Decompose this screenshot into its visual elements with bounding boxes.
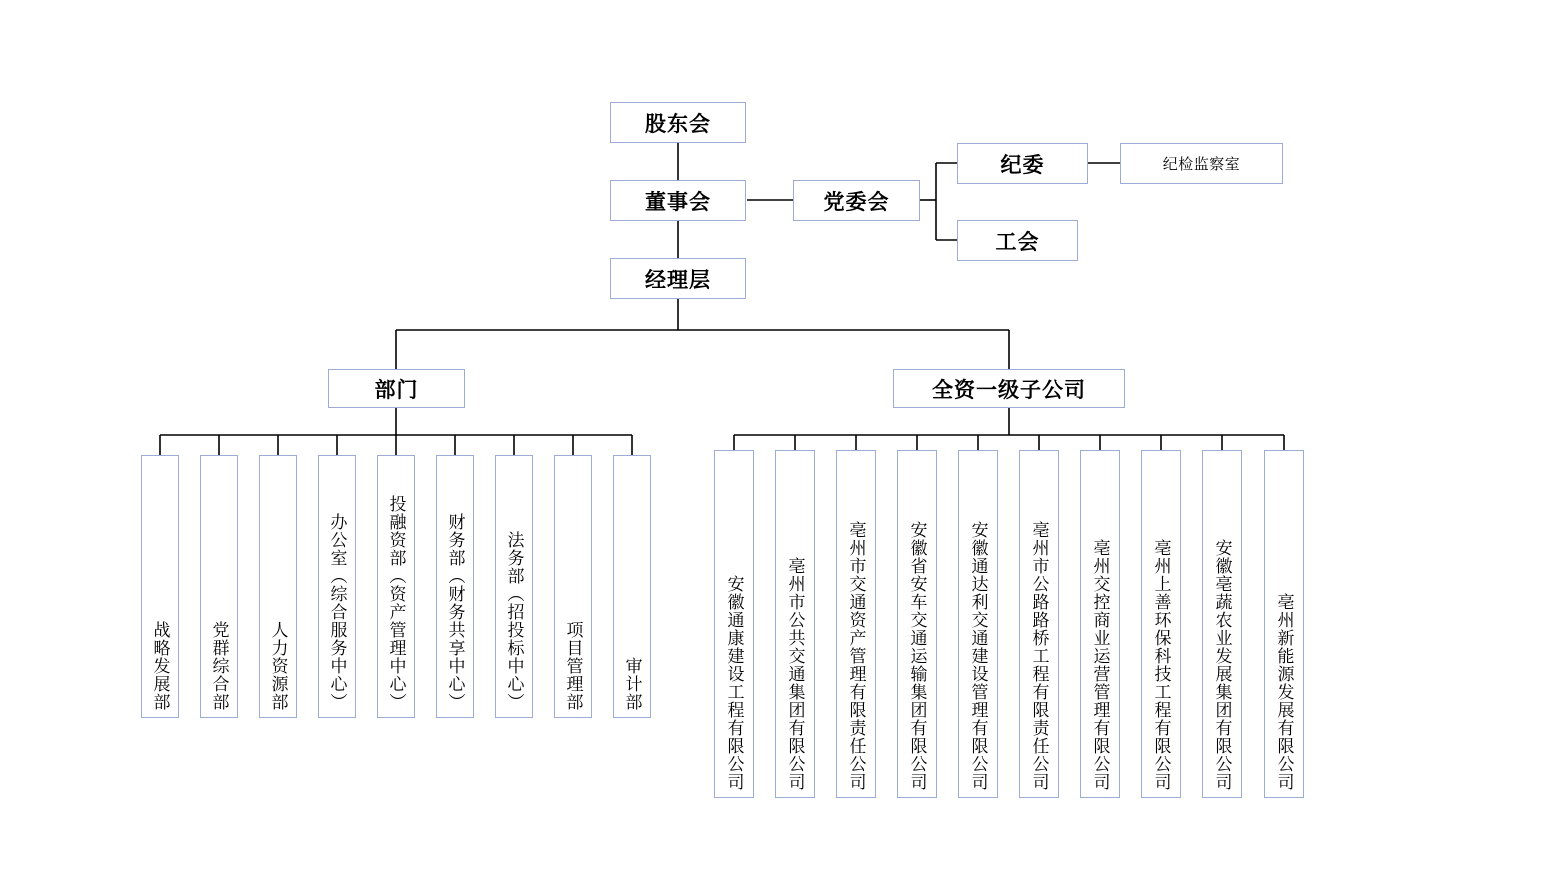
- node-label: 项目管理部: [563, 621, 583, 711]
- node-label: 全资一级子公司: [932, 377, 1086, 402]
- node-label: 经理层: [645, 267, 711, 292]
- node-union[interactable]: [957, 220, 1078, 261]
- node-management[interactable]: [610, 258, 746, 299]
- node-label: 工会: [995, 229, 1040, 254]
- node-subsidiaries-group[interactable]: [893, 369, 1125, 408]
- node-sub-7[interactable]: [1080, 450, 1120, 798]
- node-sub-1[interactable]: [714, 450, 754, 798]
- node-label: 亳州市交通资产管理有限责任公司: [846, 521, 866, 791]
- node-label: 法务部（招投标中心）: [504, 531, 524, 711]
- node-label: 纪检监察室: [1162, 157, 1241, 173]
- node-label: 党委会: [823, 189, 890, 214]
- node-discipline-office[interactable]: [1120, 143, 1283, 184]
- node-sub-10[interactable]: [1264, 450, 1304, 798]
- node-label: 人力资源部: [268, 621, 288, 711]
- node-label: 安徽省安车交通运输集团有限公司: [907, 521, 927, 791]
- node-label: 审计部: [622, 657, 642, 711]
- node-label: 董事会: [645, 189, 711, 214]
- node-label: 安徽通达利交通建设管理有限公司: [968, 521, 988, 791]
- node-dept-2[interactable]: [200, 455, 238, 718]
- node-label: 股东会: [645, 111, 711, 136]
- node-sub-5[interactable]: [958, 450, 998, 798]
- node-board[interactable]: [610, 180, 746, 221]
- node-label: 亳州上善环保科技工程有限公司: [1151, 539, 1171, 791]
- node-sub-6[interactable]: [1019, 450, 1059, 798]
- node-departments-group[interactable]: [328, 369, 465, 408]
- node-label: 亳州交控商业运营管理有限公司: [1090, 539, 1110, 791]
- node-label: 安徽通康建设工程有限公司: [724, 575, 744, 791]
- node-sub-8[interactable]: [1141, 450, 1181, 798]
- node-sub-3[interactable]: [836, 450, 876, 798]
- node-dept-5[interactable]: [377, 455, 415, 718]
- node-dept-9[interactable]: [613, 455, 651, 718]
- node-dept-6[interactable]: [436, 455, 474, 718]
- node-label: 党群综合部: [209, 621, 229, 711]
- node-label: 亳州市公路路桥工程有限责任公司: [1029, 521, 1049, 791]
- node-label: 战略发展部: [150, 621, 170, 711]
- node-label: 纪委: [1000, 152, 1045, 177]
- node-label: 安徽亳蔬农业发展集团有限公司: [1212, 539, 1232, 791]
- node-dept-8[interactable]: [554, 455, 592, 718]
- node-discipline[interactable]: [957, 143, 1088, 184]
- node-label: 部门: [374, 377, 419, 402]
- node-label: 财务部（财务共享中心）: [445, 513, 465, 711]
- node-sub-4[interactable]: [897, 450, 937, 798]
- node-label: 亳州市公共交通集团有限公司: [785, 557, 805, 791]
- node-sub-9[interactable]: [1202, 450, 1242, 798]
- node-dept-4[interactable]: [318, 455, 356, 718]
- node-label: 投融资部（资产管理中心）: [386, 495, 406, 711]
- node-label: 办公室（综合服务中心）: [327, 513, 347, 711]
- node-dept-7[interactable]: [495, 455, 533, 718]
- node-label: 亳州新能源发展有限公司: [1274, 593, 1294, 791]
- node-shareholders[interactable]: [610, 102, 746, 143]
- node-sub-2[interactable]: [775, 450, 815, 798]
- node-dept-1[interactable]: [141, 455, 179, 718]
- node-dept-3[interactable]: [259, 455, 297, 718]
- node-party-committee[interactable]: [793, 180, 920, 221]
